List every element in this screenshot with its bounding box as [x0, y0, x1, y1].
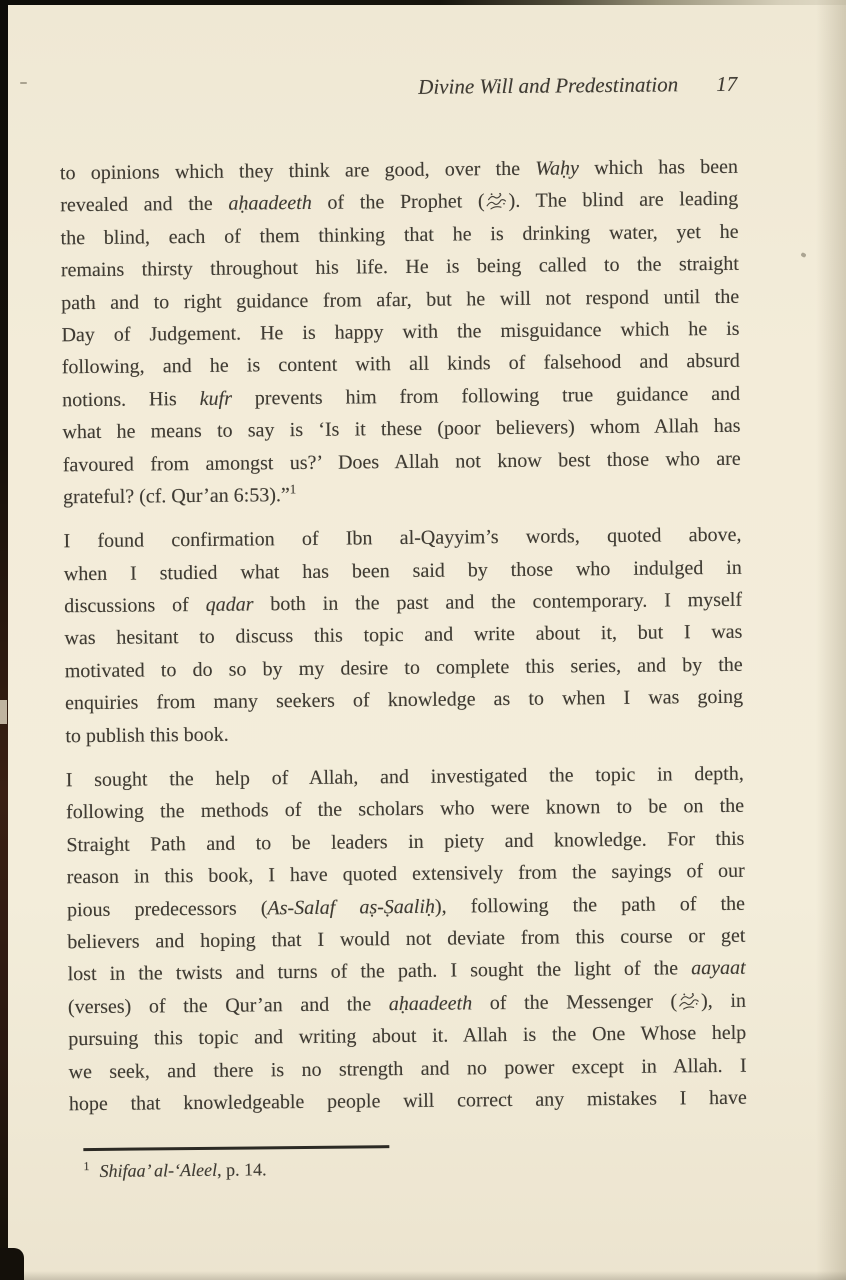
text-segment: I found confirmation of Ibn al-Qayyim’s words, quoted above, — [63, 524, 742, 553]
scan-speck — [800, 252, 806, 258]
text-segment: believers and hoping that I would not deviate from this course or get — [67, 924, 746, 954]
text-segment: pious predecessors ( — [66, 896, 268, 921]
text-segment: Straight Path and to be leaders in piety and knowledge. For this — [66, 827, 745, 857]
text-segment: lost in the twists and turns of the path. I sought the light of the — [67, 957, 692, 986]
running-header — [59, 71, 737, 104]
text-segment: ), in — [700, 989, 747, 1012]
page-content — [58, 0, 747, 1185]
text-segment: reason in this book, I have quoted extensively from the sayings of our — [66, 859, 745, 889]
text-segment: was hesitant to discuss this topic and write about it, but I was — [64, 621, 743, 650]
text-segment: enquiries from many seekers of knowledge as to when I was going — [64, 685, 744, 715]
text-line — [63, 475, 741, 514]
text-segment: when I studied what has been said by those who indulged in — [63, 556, 742, 585]
footnote-page-ref: , p. 14. — [216, 1159, 267, 1181]
text-segment: motivated to do so by my desire to complete this series, and by the — [64, 653, 743, 683]
scan-edge-left — [0, 0, 8, 1280]
text-segment: which has been — [578, 155, 739, 180]
text-segment: grateful? (cf. Qur’an 6:53).” — [62, 483, 290, 509]
text-line — [65, 681, 743, 720]
text-segment: prevents him from following true guidance and — [231, 382, 741, 410]
text-segment: Waḥy — [535, 157, 580, 180]
text-segment: ), following the path of the — [434, 892, 746, 918]
text-segment: of the Messenger ( — [472, 990, 678, 1015]
text-segment: (verses) of the Qur’an and the — [67, 992, 389, 1019]
paragraph — [60, 151, 741, 514]
text-segment: hope that knowledgeable people will correct any mistakes I have — [68, 1086, 747, 1116]
text-segment: both in the past and the contemporary. I myself — [253, 588, 743, 616]
text-segment: aḥaadeeth — [388, 992, 473, 1015]
scan-edge-notch — [0, 700, 7, 724]
text-segment: aḥaadeeth — [228, 192, 312, 216]
text-segment: pursuing this topic and writing about it. Allah is the One Whose help — [68, 1021, 747, 1051]
prophet-honorific-icon — [677, 989, 701, 1009]
text-segment: of the Prophet ( — [311, 190, 485, 215]
text-segment: to opinions which they think are good, over the — [59, 157, 536, 185]
scan-corner-bottom-left — [0, 1248, 24, 1280]
text-segment: the blind, each of them thinking that he is drinking water, yet he — [60, 220, 739, 250]
footnote-ref: 1 — [289, 481, 297, 497]
text-segment: qadar — [205, 593, 254, 616]
text-segment: favoured from amongst us?’ Does Allah not know best those who are — [62, 447, 741, 476]
footnote-source: Shifaa’ al-‘Aleel — [99, 1160, 218, 1182]
text-segment: to publish this book. — [65, 723, 229, 747]
text-segment: notions. His — [62, 387, 200, 411]
text-segment: As-Salaf aṣ-Ṣaaliḥ — [267, 895, 436, 919]
text-segment: we seek, and there is no strength and no power except in Allah. I — [68, 1054, 747, 1083]
prophet-honorific-icon — [484, 189, 508, 209]
footnote-marker: 1 — [83, 1159, 90, 1174]
footnote — [69, 1142, 747, 1185]
text-segment: path and to right guidance from afar, but he will not respond until the — [61, 285, 740, 314]
text-segment: kufr — [199, 387, 233, 410]
text-segment: I sought the help of Allah, and investigated the topic in depth, — [65, 762, 744, 792]
text-segment: revealed and the — [60, 193, 229, 217]
scan-edge-right-shadow — [816, 0, 846, 1280]
scan-edge-bottom-shadow — [0, 1271, 846, 1280]
text-line — [65, 713, 743, 752]
text-segment: remains thirsty throughout his life. He is being called to the straight — [60, 252, 739, 282]
text-segment: discussions of — [64, 593, 206, 618]
text-segment: ). The blind are leading — [508, 188, 739, 213]
chapter-title: Divine Will and Predestination — [418, 72, 679, 99]
page-number: 17 — [716, 71, 738, 96]
page-body-text — [60, 151, 747, 1121]
scan-speck — [20, 82, 27, 84]
paragraph — [63, 519, 743, 752]
text-line — [69, 1082, 747, 1121]
text-segment: aayaat — [691, 957, 746, 980]
text-line — [63, 442, 741, 481]
text-segment: following, and he is content with all kinds of falsehood and absurd — [61, 350, 740, 379]
text-segment: what he means to say is ‘Is it these (poor believers) whom Allah has — [62, 414, 741, 444]
text-segment: following the methods of the scholars who were known to be on the — [66, 795, 745, 824]
text-segment: Day of Judgement. He is happy with the misguidance which he is — [61, 317, 740, 347]
paragraph — [66, 758, 747, 1121]
footnote-text — [83, 1145, 747, 1184]
